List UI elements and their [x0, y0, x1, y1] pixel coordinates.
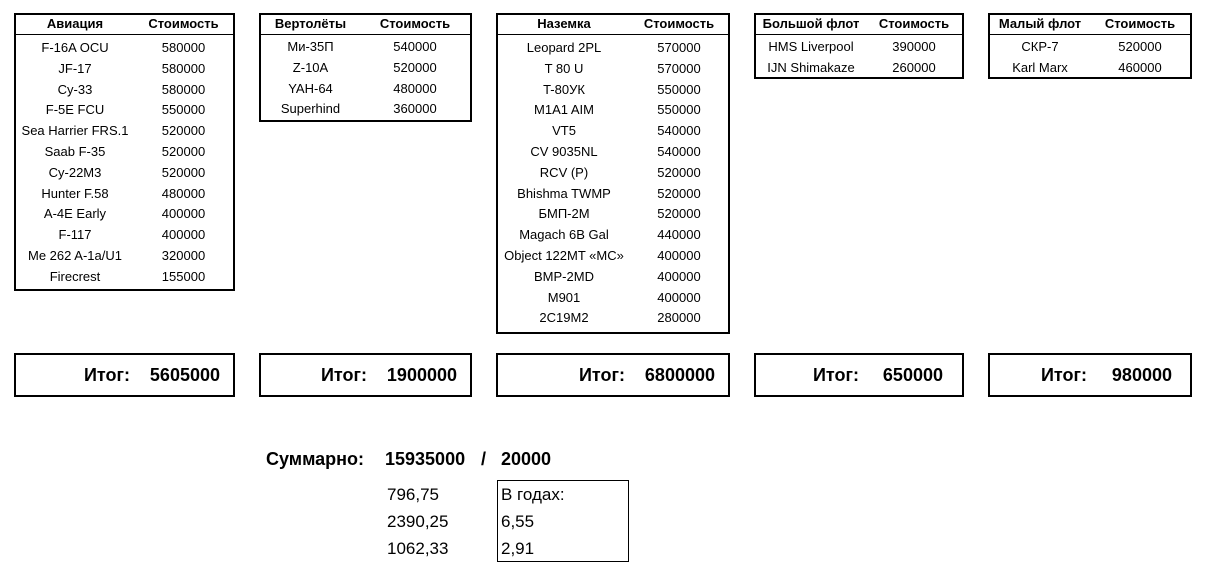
- row-cost: 580000: [161, 40, 206, 55]
- row-cost: 580000: [161, 60, 206, 76]
- stat-value-cycles: 796,75: [387, 485, 439, 504]
- row-cost: 440000: [657, 227, 701, 243]
- row-name: Hunter F.58: [41, 185, 109, 201]
- years-value: 6,55: [501, 512, 535, 531]
- row-cost: 540000: [657, 143, 701, 159]
- header-name: Вертолёты: [274, 16, 347, 31]
- row-name: БМП-2М: [538, 206, 590, 222]
- total-big-fleet: [754, 353, 964, 397]
- stat-value-days-pa: 1062,33: [387, 539, 449, 558]
- row-cost: 520000: [161, 164, 206, 180]
- table-row: [16, 163, 233, 184]
- table-row: [16, 204, 233, 225]
- row-name: Saab F-35: [44, 143, 106, 159]
- row-cost: 520000: [161, 123, 206, 139]
- table-small-fleet: [988, 13, 1192, 79]
- table-row: [16, 59, 233, 80]
- row-name: Су-33: [57, 81, 93, 97]
- table-row: [498, 225, 728, 246]
- table-body: [261, 35, 470, 120]
- header-name: Наземка: [537, 16, 591, 31]
- stat-value-days: 2390,25: [387, 512, 449, 531]
- header-cost: Стоимость: [878, 16, 950, 31]
- table-row: [498, 38, 728, 59]
- row-name: RCV (P): [539, 164, 589, 180]
- row-cost: 480000: [161, 185, 206, 201]
- header-name: Малый флот: [998, 16, 1082, 31]
- table-header: [16, 15, 233, 35]
- row-name: T 80 U: [544, 60, 584, 76]
- table-body: [990, 35, 1190, 79]
- row-name: A-4E Early: [43, 206, 107, 222]
- years-box: [497, 480, 629, 562]
- table-row: [261, 79, 470, 100]
- row-name: HMS Liverpool: [768, 39, 854, 54]
- table-body: [756, 35, 962, 79]
- total-ground: [496, 353, 730, 397]
- row-name: F-5E FCU: [45, 102, 105, 118]
- row-cost: 360000: [393, 101, 437, 117]
- table-row: [498, 80, 728, 101]
- row-name: СКР-7: [1021, 39, 1059, 54]
- total-value: 5605000: [149, 364, 220, 385]
- table-row: [990, 58, 1190, 79]
- row-cost: 155000: [161, 268, 206, 284]
- table-row: [498, 246, 728, 267]
- summary-value: 15935000: [385, 449, 466, 469]
- total-aviation: [14, 353, 235, 397]
- table-row: [16, 246, 233, 267]
- row-name: M1A1 AIM: [534, 102, 594, 118]
- row-name: Superhind: [280, 101, 341, 117]
- summary-separator: /: [481, 449, 487, 469]
- total-helicopters: [259, 353, 472, 397]
- table-row: [16, 80, 233, 101]
- table-header: [498, 15, 728, 35]
- row-cost: 400000: [657, 247, 701, 263]
- row-name: Firecrest: [49, 268, 101, 284]
- header-cost: Стоимость: [643, 16, 715, 31]
- row-name: Су-22М3: [48, 164, 102, 180]
- total-value: 6800000: [644, 364, 715, 385]
- row-name: F-117: [58, 227, 92, 243]
- row-name: Magach 6B Gal: [519, 227, 609, 243]
- table-row: [498, 59, 728, 80]
- table-row: [16, 142, 233, 163]
- years-value: 2,91: [501, 539, 535, 558]
- table-row: [498, 100, 728, 121]
- row-cost: 550000: [657, 102, 701, 118]
- table-row: [16, 121, 233, 142]
- row-name: T-80УК: [543, 81, 585, 97]
- row-cost: 550000: [657, 81, 701, 97]
- row-cost: 570000: [657, 40, 701, 55]
- row-cost: 550000: [161, 102, 206, 118]
- total-small-fleet: [988, 353, 1192, 397]
- row-cost: 480000: [393, 80, 437, 96]
- table-body: [498, 35, 728, 329]
- table-helicopters: [259, 13, 472, 122]
- total-value: 1900000: [386, 364, 457, 385]
- row-cost: 520000: [657, 164, 701, 180]
- row-name: JF-17: [58, 60, 92, 76]
- row-cost: 320000: [161, 247, 206, 263]
- header-cost: Стоимость: [148, 16, 219, 31]
- row-cost: 390000: [892, 39, 936, 54]
- row-name: IJN Shimakaze: [767, 59, 855, 75]
- row-name: F-16A OCU: [41, 40, 109, 55]
- header-cost: Стоимость: [1104, 16, 1176, 31]
- table-big-fleet: [754, 13, 964, 79]
- table-row: [16, 225, 233, 246]
- header-name: Авиация: [46, 16, 104, 31]
- table-row: [16, 184, 233, 205]
- table-row: [261, 99, 470, 120]
- table-row: [261, 37, 470, 58]
- row-name: BMP-2MD: [534, 268, 594, 284]
- total-label: Итог:: [578, 364, 625, 385]
- table-body: [16, 35, 233, 288]
- summary-divisor: 20000: [501, 449, 552, 469]
- row-name: Karl Marx: [1012, 59, 1068, 75]
- row-cost: 570000: [657, 60, 701, 76]
- table-header: [990, 15, 1190, 35]
- row-cost: 580000: [161, 81, 206, 97]
- table-ground: [496, 13, 730, 334]
- total-label: Итог:: [1040, 364, 1087, 385]
- table-aviation: [14, 13, 235, 291]
- row-cost: 400000: [657, 289, 701, 305]
- row-name: Object 122MT «MC»: [504, 247, 624, 263]
- total-value: 980000: [1111, 364, 1172, 385]
- table-row: [498, 308, 728, 329]
- row-cost: 540000: [657, 123, 701, 139]
- header-cost: Стоимость: [379, 16, 451, 31]
- row-name: Bhishma TWMP: [517, 185, 611, 201]
- total-label: Итог:: [83, 364, 130, 385]
- table-row: [498, 184, 728, 205]
- row-name: Sea Harrier FRS.1: [21, 123, 129, 139]
- row-cost: 520000: [393, 59, 437, 75]
- table-row: [498, 142, 728, 163]
- row-cost: 520000: [1118, 39, 1162, 54]
- table-row: [756, 58, 962, 79]
- row-cost: 260000: [892, 59, 936, 75]
- row-name: M901: [547, 289, 581, 305]
- row-cost: 400000: [161, 227, 206, 243]
- header-name: Большой флот: [762, 16, 860, 31]
- row-cost: 520000: [657, 185, 701, 201]
- summary-label: Суммарно:: [266, 449, 365, 469]
- table-row: [498, 288, 728, 309]
- row-name: CV 9035NL: [530, 143, 598, 159]
- row-name: Z-10A: [292, 59, 329, 75]
- table-row: [498, 267, 728, 288]
- row-cost: 460000: [1118, 59, 1162, 75]
- table-row: [16, 267, 233, 288]
- row-name: Me 262 A-1a/U1: [28, 247, 122, 263]
- total-label: Итог:: [320, 364, 367, 385]
- row-cost: 520000: [161, 143, 206, 159]
- row-cost: 540000: [393, 39, 437, 54]
- table-header: [261, 15, 470, 35]
- row-name: YAH-64: [288, 80, 333, 96]
- table-row: [990, 37, 1190, 58]
- row-name: Leopard 2PL: [526, 40, 602, 55]
- total-label: Итог:: [812, 364, 859, 385]
- row-cost: 400000: [657, 268, 701, 284]
- table-row: [16, 38, 233, 59]
- table-row: [16, 100, 233, 121]
- table-row: [756, 37, 962, 58]
- years-label: В годах:: [501, 485, 565, 504]
- row-cost: 520000: [657, 206, 701, 222]
- table-row: [261, 58, 470, 79]
- row-cost: 280000: [657, 310, 701, 326]
- row-name: VT5: [552, 123, 576, 139]
- table-row: [498, 204, 728, 225]
- total-value: 650000: [882, 364, 943, 385]
- table-row: [498, 121, 728, 142]
- table-row: [498, 163, 728, 184]
- table-header: [756, 15, 962, 35]
- row-name: 2С19М2: [539, 310, 589, 326]
- row-name: Ми-35П: [287, 39, 334, 54]
- row-cost: 400000: [161, 206, 206, 222]
